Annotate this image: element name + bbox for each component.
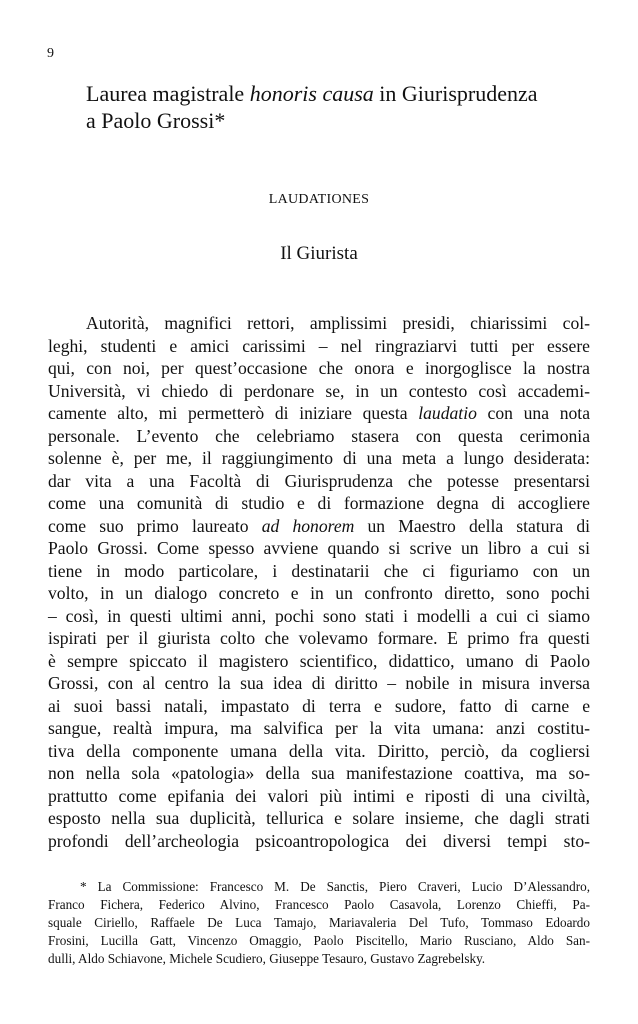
italic-term: ad honorem — [261, 515, 355, 536]
body-line: esposto nella sua duplicità, tellurica e solare insieme, che dagli strati — [48, 808, 590, 828]
body-line: personale. L’evento che celebriamo stasera con questa cerimonia — [48, 425, 590, 446]
title-line-2: a Paolo Grossi* — [86, 108, 226, 133]
body-line: tiva della componente umana della vita. Diritto, perciò, da cogliersi — [48, 740, 590, 761]
section-subtitle: Il Giurista — [280, 243, 358, 264]
body-line: qui, con noi, per quest’occasione che onora e inorgoglisce la nostra — [48, 358, 590, 378]
title-line-1-post: in Giurisprudenza — [373, 81, 538, 106]
body-text — [48, 312, 590, 852]
body-line: solenne è, per me, il raggiungimento di una meta a lungo desiderata: — [48, 448, 590, 468]
section-label: LAUDATIONES — [268, 192, 370, 207]
footnote — [48, 878, 590, 968]
body-line: – così, in questi ultimi anni, pochi sono stati i modelli a cui ci siamo — [48, 605, 590, 626]
body-line: è sempre spiccato il magistero scientifico, didattico, umano di Paolo — [48, 650, 590, 671]
body-line: Autorità, magnifici rettori, amplissimi presidi, chiarissimi col- — [86, 313, 590, 333]
footnote-line: * La Commissione: Francesco M. De Sanctis, Piero Craveri, Lucio D’Alessandro, — [80, 879, 590, 894]
body-line-segment: come suo primo laureato — [48, 515, 262, 536]
footnote-line: squale Ciriello, Raffaele De Luca Tamajo, Mariavaleria Del Tufo, Tommaso Edoardo — [48, 915, 590, 930]
body-line: Paolo Grossi. Come spesso avviene quando si scrive un libro a cui si — [48, 538, 590, 558]
body-line: sangue, realtà impura, ma salvifica per la vita umana: anzi costitu- — [48, 718, 590, 738]
page-title — [86, 80, 606, 134]
page-number: 9 — [47, 46, 54, 61]
body-line: dar vita a una Facoltà di Giurisprudenza che potesse presentarsi — [48, 470, 590, 491]
title-line-1 — [86, 80, 606, 107]
title-italic: honoris causa — [249, 81, 374, 106]
body-line: Grossi, con al centro la sua idea di diritto – nobile in misura inversa — [48, 673, 590, 693]
footnote-line: Frosini, Lucilla Gatt, Vincenzo Omaggio, Paolo Piscitello, Mario Rusciano, Aldo San- — [48, 933, 590, 948]
body-line: ispirati per il giurista colto che volevamo formare. E primo fra questi — [48, 628, 590, 648]
title-line-1-pre: Laurea magistrale — [86, 81, 250, 106]
body-line — [48, 515, 590, 538]
body-line: non nella sola «patologia» della sua manifestazione coattiva, ma so- — [48, 763, 590, 783]
body-line: ai suoi bassi natali, impastato di terra e sudore, fatto di carne e — [48, 695, 590, 716]
body-line: leghi, studenti e amici carissimi – nel ringraziarvi tutti per essere — [48, 335, 590, 356]
body-line-segment: con una nota — [476, 403, 590, 423]
body-line: tiene in modo particolare, i destinatarii che ci figuriamo con un — [48, 560, 590, 581]
body-line: come una comunità di studio e di formazione degna di accogliere — [48, 493, 590, 513]
body-line-segment: camente alto, mi permetterò di iniziare questa — [48, 403, 419, 423]
footnote-line: dulli, Aldo Schiavone, Michele Scudiero, Giuseppe Tesauro, Gustavo Zagrebelsky. — [48, 951, 486, 966]
body-line — [48, 402, 590, 425]
body-line: prattutto come epifania dei valori più intimi e riposti di una civiltà, — [48, 785, 590, 806]
body-line: profondi dell’archeologia psicoantropologica dei diversi tempi sto- — [48, 830, 590, 851]
body-line: volto, in un dialogo concreto e in un confronto diretto, sono pochi — [48, 583, 590, 603]
footnote-line: Franco Fichera, Federico Alvino, Francesco Paolo Casavola, Lorenzo Chieffi, Pa- — [48, 897, 590, 912]
body-line: Università, vi chiedo di perdonare se, in un contesto così accademi- — [48, 380, 590, 401]
body-line-segment: un Maestro della statura di — [354, 515, 591, 536]
italic-term: laudatio — [418, 403, 477, 423]
